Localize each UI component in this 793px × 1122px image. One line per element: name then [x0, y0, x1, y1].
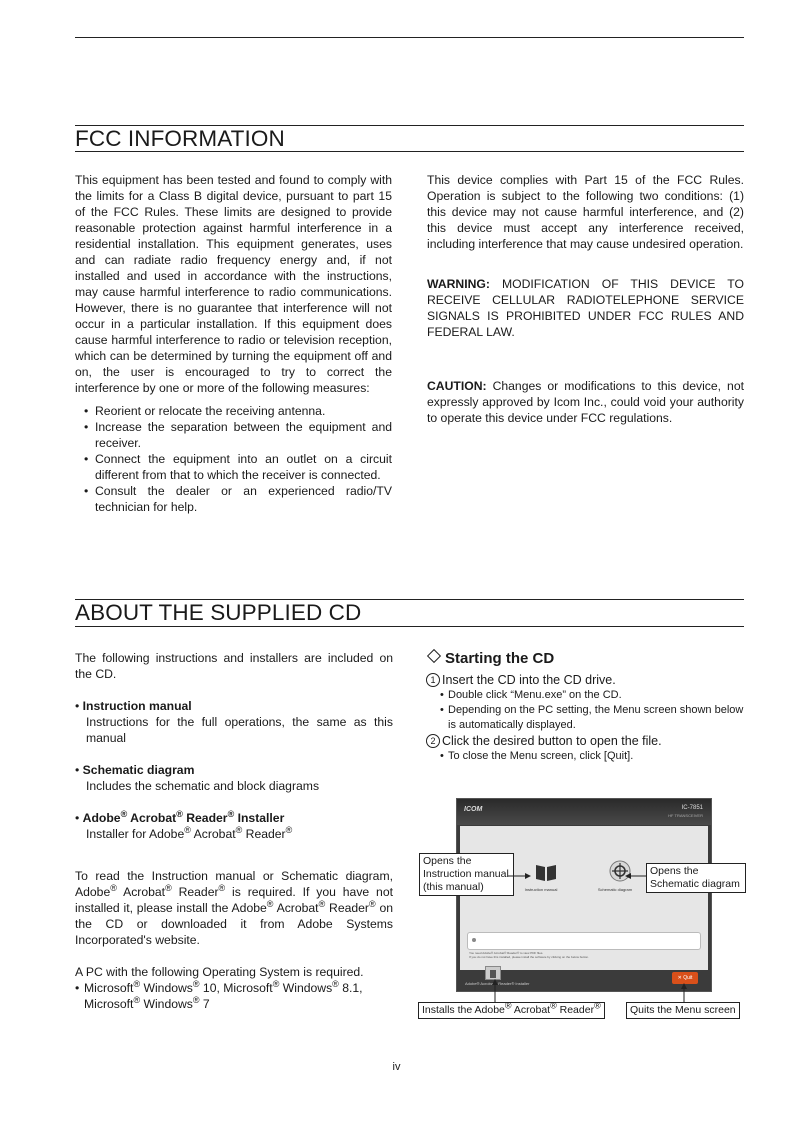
menu-manual-label: Instruction manual — [524, 887, 558, 892]
menu-notice-text: You need Adobe® Acrobat® Reader® to view PDF files. If you do not have this installed, please install the software by clicking on the below button. — [469, 951, 589, 959]
diamond-icon — [427, 649, 441, 663]
warning-text: MODIFICATION OF THIS DEVICE TO RECEIVE CELLULAR RADIOTELEPHONE SERVICE SIGNALS IS PROHIBITED UNDER FCC RULES AND FEDERAL LAW. — [427, 277, 744, 339]
model-name: IC-7851 — [681, 805, 703, 811]
step-1-sub: • Depending on the PC setting, the Menu screen shown below is automatically displayed. — [426, 703, 746, 733]
callout-opens-manual: Opens the Instruction manual (this manual) — [419, 853, 514, 896]
cd-os-list: • Microsoft® Windows® 10, Microsoft® Windows® 8.1, Microsoft® Windows® 7 — [75, 980, 393, 1012]
fcc-measure: • Connect the equipment into an outlet on a circuit different from that to which the receiver is connected. — [75, 451, 392, 483]
cd-item-adobe-title: • Adobe® Acrobat® Reader® Installer — [75, 810, 393, 826]
callout-quits-menu: Quits the Menu screen — [626, 1002, 740, 1019]
step-2: 2 Click the desired button to open the file. — [426, 733, 746, 749]
cd-os-intro: A PC with the following Operating System is required. — [75, 965, 364, 979]
fcc-measure: • Consult the dealer or an experienced radio/TV technician for help. — [75, 483, 392, 515]
fcc-measure: • Reorient or relocate the receiving antenna. — [75, 403, 392, 419]
model-sub: HF TRANSCEIVER — [668, 813, 703, 818]
quit-label: Quit — [683, 975, 693, 981]
fcc-left-text: This equipment has been tested and found to comply with the limits for a Class B digital device, pursuant to part 15 of the FCC Rules. These limits are designed to provide reasonable protection against harmful interference in a residential installation. This equipment generates, uses and can radiate radio frequency energy and, if not installed and used in accordance with the instructions, may cause harmful interference to radio communications. However, there is no guarantee that interference will not occur in a particular installation. If this equipment does cause harmful interference to radio or television reception, which can be determined by turning the equipment off and on, the user is encouraged to try to correct the interference by one or more of the following measures: — [75, 173, 392, 395]
cd-item-instruction-manual-title: • Instruction manual — [75, 698, 393, 714]
callout-installs-reader: Installs the Adobe® Acrobat® Reader® — [418, 1002, 605, 1019]
close-icon: ✕ — [677, 975, 682, 981]
cd-intro: The following instructions and installers are included on the CD. — [75, 651, 393, 681]
fcc-heading-underline — [75, 151, 744, 152]
page-number: iv — [392, 1061, 401, 1073]
fcc-right-column — [427, 172, 744, 426]
cd-item-schematic-desc: Includes the schematic and block diagrams — [86, 779, 320, 793]
cd-heading-underline — [75, 626, 744, 627]
step-2-sub: • To close the Menu screen, click [Quit]. — [426, 749, 746, 764]
fcc-caution — [427, 378, 744, 426]
caution-text: Changes or modifications to this device, not expressly approved by Icom Inc., could void your authority to operate this device under FCC regulations. — [427, 379, 744, 425]
cd-heading: ABOUT THE SUPPLIED CD — [75, 600, 362, 625]
icom-logo: ICOM — [464, 806, 483, 813]
fcc-warning — [427, 276, 744, 340]
callout-opens-schematic: Opens the Schematic diagram — [646, 863, 746, 893]
callout-arrows — [400, 780, 760, 1010]
step-number: 2 — [426, 734, 440, 748]
cd-left-column — [75, 650, 393, 1012]
step-1: 1 Insert the CD into the CD drive. — [426, 672, 746, 688]
step-1-sub: • Double click “Menu.exe” on the CD. — [426, 688, 746, 703]
fcc-left-column — [75, 172, 392, 515]
cd-item-adobe-desc: Installer for Adobe® Acrobat® Reader® — [86, 824, 293, 841]
starting-cd-title: Starting the CD — [426, 649, 746, 669]
top-rule — [75, 37, 744, 38]
fcc-right-text: This device complies with Part 15 of the FCC Rules. Operation is subject to the following two conditions: (1) this device may not cause harmful interference, and (2) this device must accept any interference received, including interference that may cause undesired operation. — [427, 173, 744, 251]
cd-item-schematic-title: • Schematic diagram — [75, 762, 393, 778]
fcc-heading: FCC INFORMATION — [75, 126, 285, 151]
fcc-measure: • Increase the separation between the equipment and receiver. — [75, 419, 392, 451]
cd-reader-paragraph: To read the Instruction manual or Schematic diagram, Adobe® Acrobat® Reader® is required. If you have not installed it, please install the Adobe® Acrobat® Reader® on the CD or downloaded it from Adobe Systems Incorporated's website. — [75, 869, 393, 947]
caution-label: CAUTION: — [427, 379, 487, 393]
installer-label: Adobe® Acrobat® Reader® Installer — [465, 981, 530, 986]
starting-cd-section — [426, 649, 746, 764]
menu-schematic-label: Schematic diagram — [597, 887, 633, 892]
cd-item-instruction-manual-desc: Instructions for the full operations, the same as this manual — [86, 715, 393, 745]
step-number: 1 — [426, 673, 440, 687]
warning-label: WARNING: — [427, 277, 490, 291]
